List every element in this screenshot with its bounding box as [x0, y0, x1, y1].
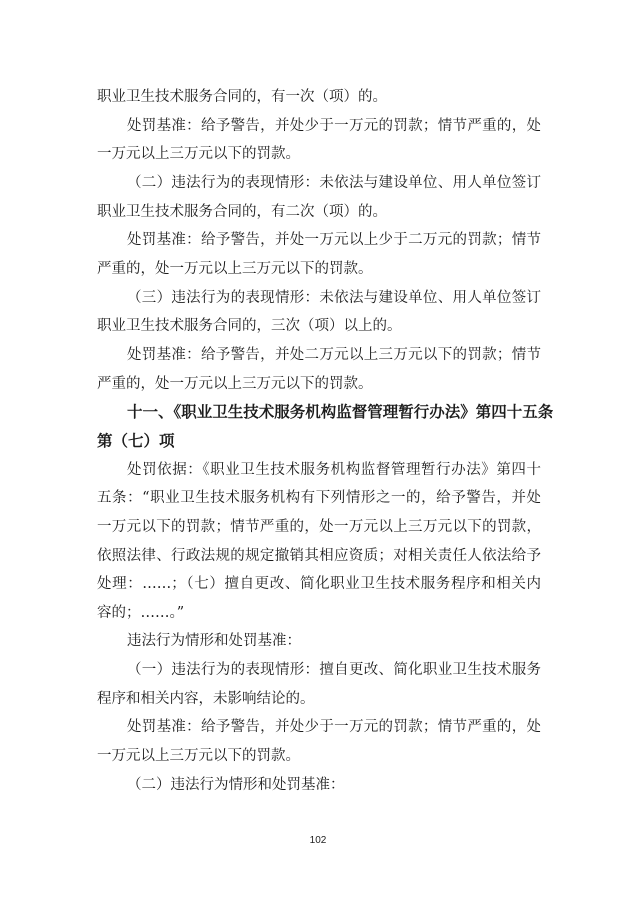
paragraph — [97, 83, 541, 112]
paragraph — [97, 656, 541, 713]
section-heading — [97, 398, 554, 455]
text-line: 依照法律、行政法规的规定撤销其相应资质；对相关责任人依法给予 — [97, 547, 541, 564]
text-line: 处罚基准：给予警告，并处二万元以上三万元以下的罚款；情节 — [127, 346, 541, 363]
text-line: 处理：……；（七）擅自更改、简化职业卫生技术服务程序和相关内 — [97, 576, 541, 593]
text-line: 五条：“职业卫生技术服务机构有下列情形之一的，给予警告，并处 — [97, 490, 541, 507]
paragraph — [97, 713, 541, 770]
text-line: 严重的，处一万元以上三万元以下的罚款。 — [97, 375, 373, 392]
text-line: （三）违法行为的表现情形：未依法与建设单位、用人单位签订 — [127, 289, 541, 306]
text-line: （一）违法行为的表现情形：擅自更改、简化职业卫生技术服务 — [127, 662, 541, 679]
paragraph — [97, 169, 541, 226]
text-line: 处罚依据：《职业卫生技术服务机构监督管理暂行办法》第四十 — [127, 461, 541, 478]
heading-line: 十一、《职业卫生技术服务机构监督管理暂行办法》第四十五条 — [127, 402, 554, 422]
document-body — [97, 83, 554, 799]
paragraph — [97, 341, 541, 398]
text-line: 一万元以上三万元以下的罚款。 — [97, 146, 300, 163]
paragraph — [97, 284, 541, 341]
text-line: 处罚基准：给予警告，并处少于一万元的罚款；情节严重的，处 — [127, 117, 541, 134]
page-number: 102 — [309, 835, 327, 846]
text-line: 处罚基准：给予警告，并处一万元以上少于二万元的罚款；情节 — [127, 232, 541, 249]
heading-line: 第（七）项 — [97, 430, 175, 450]
text-line: （二）违法行为情形和处罚基准： — [127, 776, 345, 793]
text-line: 容的；……。” — [97, 604, 185, 621]
paragraph — [97, 226, 541, 283]
paragraph — [97, 627, 541, 656]
paragraph — [97, 112, 541, 169]
text-line: 一万元以下的罚款；情节严重的，处一万元以上三万元以下的罚款， — [97, 518, 541, 535]
text-line: 一万元以上三万元以下的罚款。 — [97, 748, 300, 765]
paragraph — [97, 456, 541, 628]
text-line: 职业卫生技术服务合同的，三次（项）以上的。 — [97, 318, 402, 335]
text-line: 严重的，处一万元以上三万元以下的罚款。 — [97, 260, 373, 277]
text-line: 违法行为情形和处罚基准： — [127, 633, 301, 650]
text-line: （二）违法行为的表现情形：未依法与建设单位、用人单位签订 — [127, 174, 541, 191]
paragraph — [97, 771, 541, 800]
text-line: 程序和相关内容，未影响结论的。 — [97, 690, 315, 707]
text-line: 职业卫生技术服务合同的，有二次（项）的。 — [97, 203, 387, 220]
text-line: 处罚基准：给予警告，并处少于一万元的罚款；情节严重的，处 — [127, 719, 541, 736]
text-line: 职业卫生技术服务合同的，有一次（项）的。 — [97, 89, 387, 105]
